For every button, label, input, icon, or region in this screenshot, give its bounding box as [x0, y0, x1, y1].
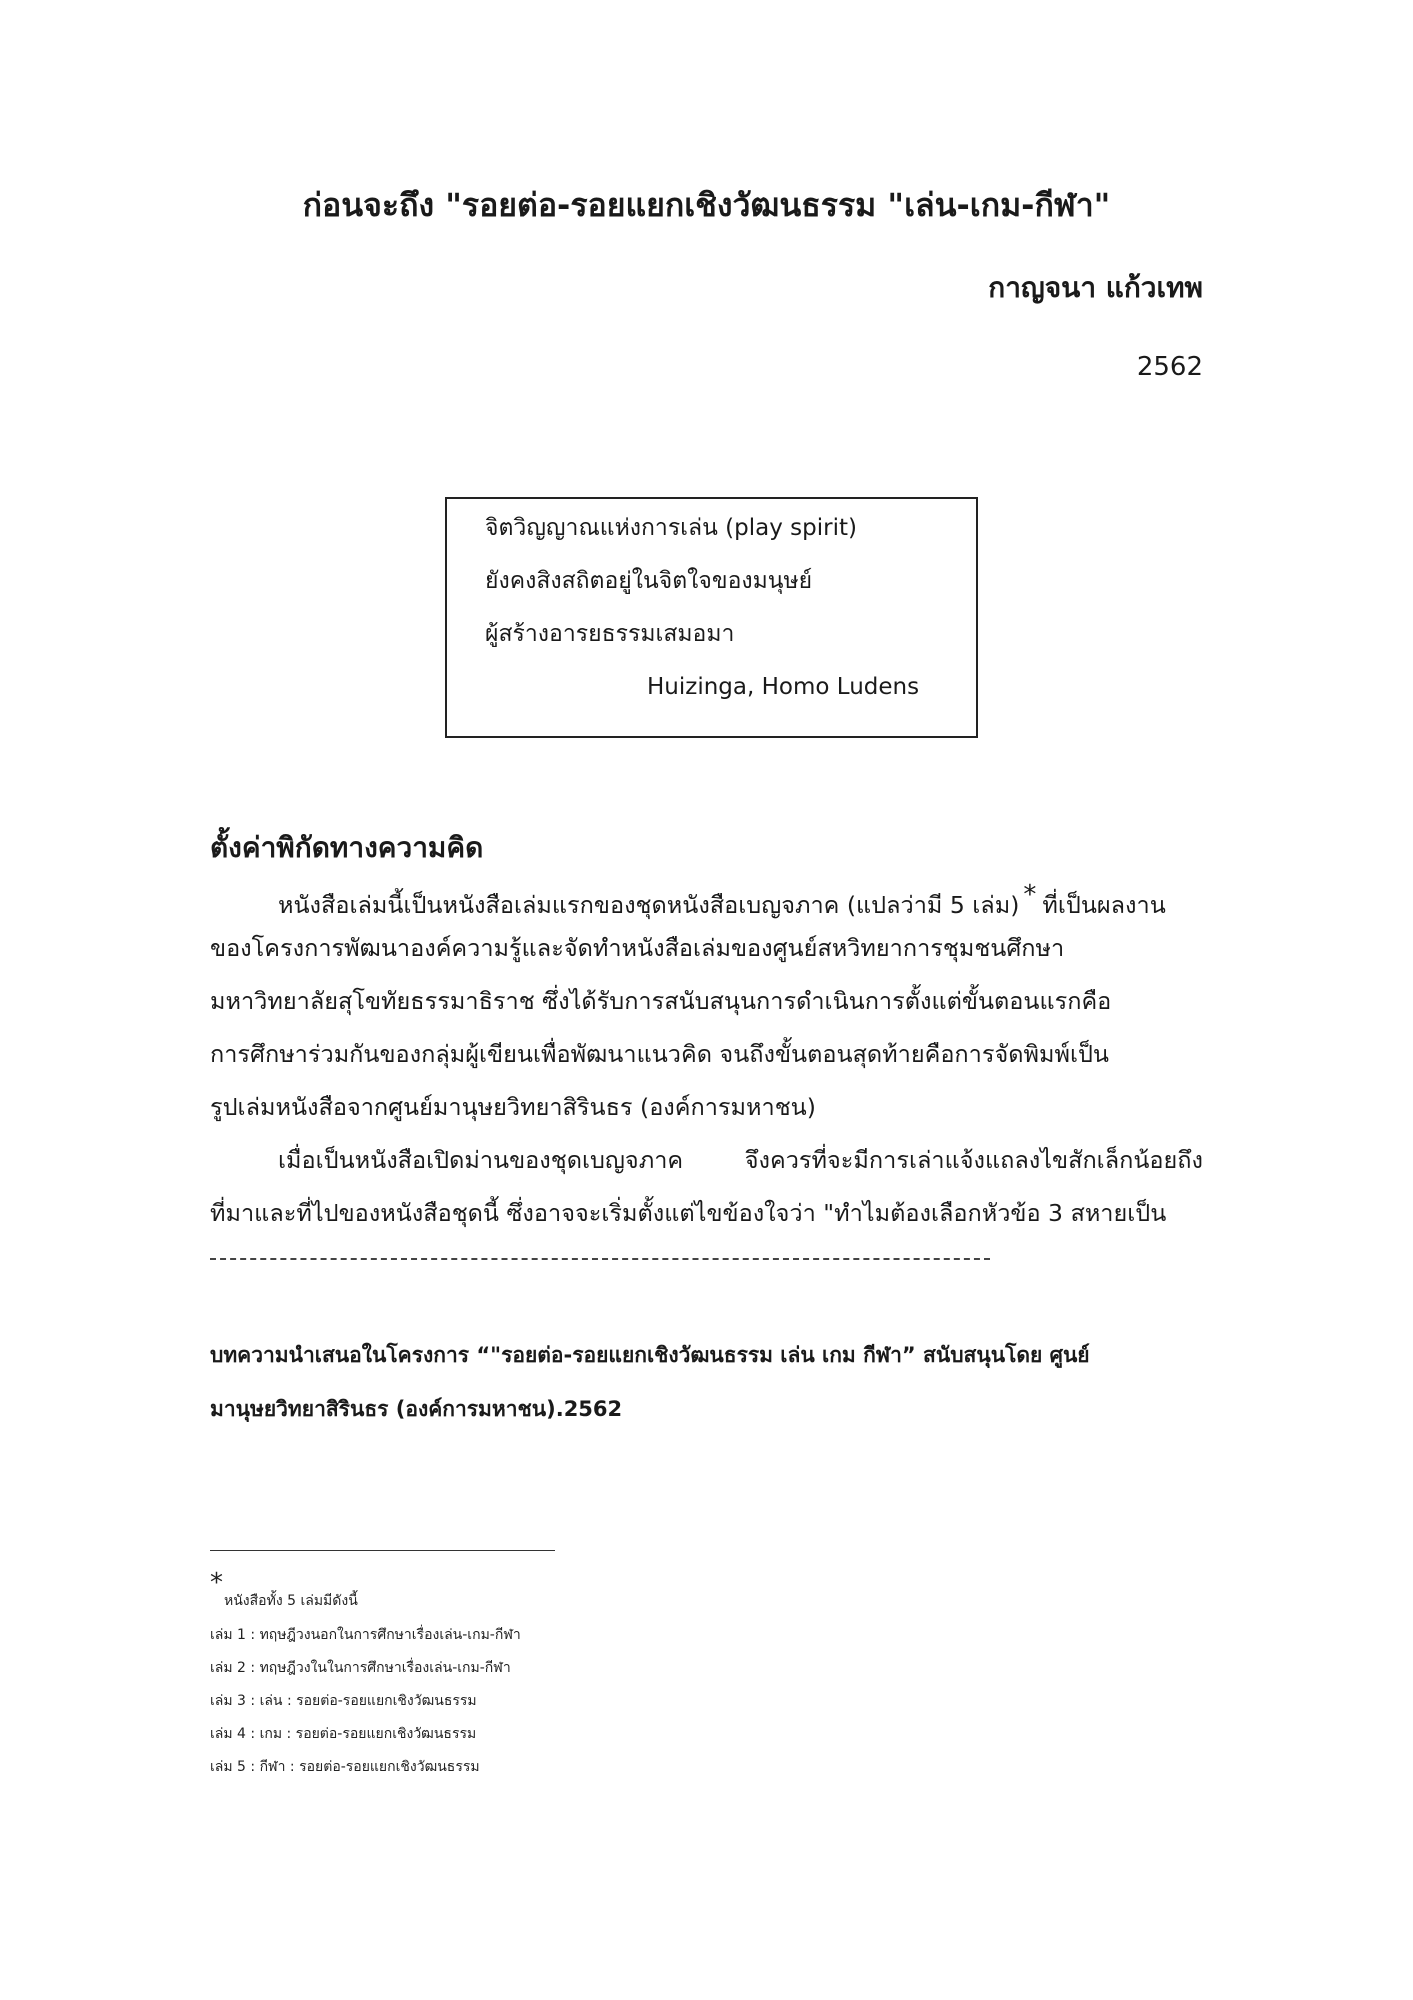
epigraph-box — [445, 497, 978, 738]
dashed-divider — [210, 1258, 990, 1260]
paragraph-line: ที่มาและที่ไปของหนังสือชุดนี้ ซึ่งอาจจะเริ่มตั้งแต่ไขข้องใจว่า "ทำไมต้องเลือกหัวข้อ 3 สหายเป็น — [210, 1199, 1167, 1227]
paragraph-line: มหาวิทยาลัยสุโขทัยธรรมาธิราช ซึ่งได้รับการสนับสนุนการดำเนินการตั้งแต่ขั้นตอนแรกคือ — [210, 987, 1112, 1015]
paragraph-text: ที่เป็นผลงาน — [1042, 891, 1166, 919]
footnote-item: เล่ม 4 : เกม : รอยต่อ-รอยแยกเชิงวัฒนธรรม — [210, 1726, 477, 1742]
paragraph-text: หนังสือเล่มนี้เป็นหนังสือเล่มแรกของชุดหนังสือเบญจภาค (แปลว่ามี 5 เล่ม) — [278, 891, 1020, 919]
note-line: มานุษยวิทยาสิรินธร (องค์การมหาชน).2562 — [210, 1397, 623, 1421]
footnote-item: เล่ม 2 : ทฤษฎีวงในในการศึกษาเรื่องเล่น-เกม-กีฬา — [210, 1660, 511, 1676]
epigraph-attribution — [485, 672, 976, 702]
author-name: กาญจนา แก้วเทพ — [988, 271, 1203, 304]
epigraph-line: จิตวิญญาณแห่งการเล่น (play spirit) — [485, 515, 857, 541]
paragraph-line: การศึกษาร่วมกันของกลุ่มผู้เขียนเพื่อพัฒนาแนวคิด จนถึงขั้นตอนสุดท้ายคือการจัดพิมพ์เป็น — [210, 1040, 1109, 1068]
footnote-marker[interactable]: * — [1023, 880, 1037, 910]
paragraph-intro — [210, 878, 1203, 1143]
paragraph-text: เมื่อเป็นหนังสือเปิดม่านของชุดเบญจภาค — [278, 1146, 684, 1174]
footnote-rule — [210, 1550, 555, 1551]
footnote-item: เล่ม 3 : เล่น : รอยต่อ-รอยแยกเชิงวัฒนธรรม — [210, 1693, 477, 1709]
epigraph-author: Huizinga, — [647, 674, 762, 700]
note-line: บทความนำเสนอในโครงการ “"รอยต่อ-รอยแยกเชิงวัฒนธรรม เล่น เกม กีฬา” สนับสนุนโดย ศูนย์ — [210, 1343, 1090, 1367]
paragraph-line — [210, 878, 1203, 931]
paragraph-line: ของโครงการพัฒนาองค์ความรู้และจัดทำหนังสือเล่มของศูนย์สหวิทยาการชุมชนศึกษา — [210, 934, 1065, 962]
footnote-item: เล่ม 5 : กีฬา : รอยต่อ-รอยแยกเชิงวัฒนธรรม — [210, 1759, 480, 1775]
page-title: ก่อนจะถึง "รอยต่อ-รอยแยกเชิงวัฒนธรรม "เล่น-เกม-กีฬา" — [302, 186, 1111, 224]
epigraph-line: ยังคงสิงสถิตอยู่ในจิตใจของมนุษย์ — [485, 568, 813, 594]
footnote-intro: หนังสือทั้ง 5 เล่มมีดังนี้ — [224, 1593, 358, 1609]
publication-year: 2562 — [1136, 352, 1203, 382]
paragraph-text: จึงควรที่จะมีการเล่าแจ้งแถลงไขสักเล็กน้อยถึง — [744, 1146, 1203, 1174]
section-heading: ตั้งค่าพิกัดทางความคิด — [210, 831, 484, 864]
paragraph-second — [210, 1143, 1203, 1249]
footnotes — [210, 1568, 521, 1791]
footnote-star: * — [210, 1568, 223, 1598]
paragraph-line — [210, 1143, 1203, 1196]
epigraph-work: Homo Ludens — [761, 674, 920, 700]
footnote-item: เล่ม 1 : ทฤษฎีวงนอกในการศึกษาเรื่องเล่น-เกม-กีฬา — [210, 1627, 521, 1643]
epigraph-line: ผู้สร้างอารยธรรมเสมอมา — [485, 621, 735, 647]
paragraph-line: รูปเล่มหนังสือจากศูนย์มานุษยวิทยาสิรินธร (องค์การมหาชน) — [210, 1093, 816, 1121]
project-note — [210, 1340, 1210, 1448]
